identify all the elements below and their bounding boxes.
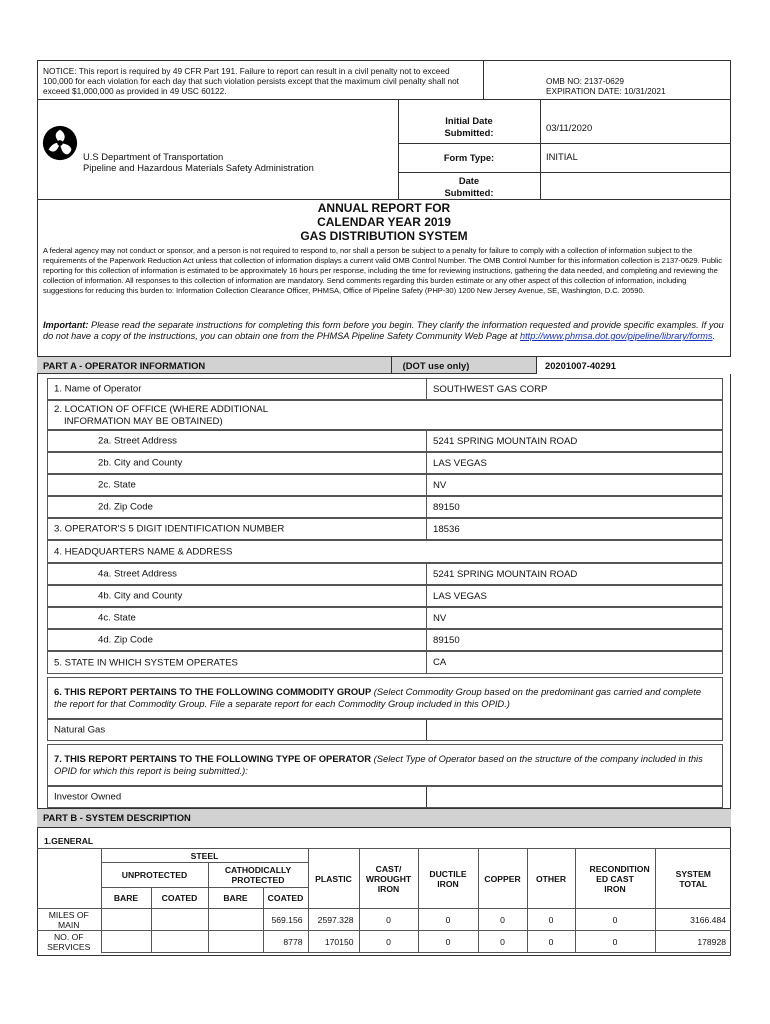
hq-city-value: LAS VEGAS	[426, 586, 487, 606]
reconditioned-header: RECONDITION ED CAST IRON	[575, 849, 655, 909]
miles-cathodic-bare	[208, 909, 263, 931]
part-b-title: PART B - SYSTEM DESCRIPTION	[43, 812, 191, 823]
header-divider	[540, 99, 541, 199]
header-divider	[37, 199, 731, 200]
miles-of-main-label: MILES OF MAIN	[37, 909, 101, 931]
miles-of-main-row	[37, 909, 731, 931]
important-label: Important:	[43, 320, 89, 330]
office-location-label-1: 2. LOCATION OF OFFICE (WHERE ADDITIONAL	[54, 404, 269, 415]
unprotected-coated-header: COATED	[151, 888, 208, 909]
operator-type-text	[54, 753, 716, 776]
operator-type-bold: 7. THIS REPORT PERTAINS TO THE FOLLOWING TYPE OF OPERATOR	[54, 753, 372, 764]
city-county-row	[47, 452, 723, 474]
important-note	[43, 320, 725, 342]
commodity-group-value: Natural Gas	[54, 724, 106, 736]
title-line-3: GAS DISTRIBUTION SYSTEM	[300, 229, 468, 243]
burden-statement: A federal agency may not conduct or sponsor, and a person is not required to respond to, nor shall a person be subject to a penalty for failure to comply with a collection of information subject to the requirements of the Paperwork Reduction Act unless that collection of information displays a current valid OMB Control Number. The OMB Control Number for this information collection is 2137-0629. Public reporting for this collection of information is estimated to be approximately 16 hours per response, including the time for reviewing instructions, gathering the data needed, and completing and reviewing the collection of information. All responses to this collection of information are mandatory. Send comments regarding this burden estimate or any other aspect of this collection of information, including suggestions for reducing this burden to: Information Collection Clearance Officer, PHMSA, Office of Pipeline Safety (PHP-30) 1200 New Jersey Avenue, SE, Washington, D.C. 20590.	[43, 246, 723, 296]
plastic-header: PLASTIC	[308, 849, 359, 909]
notice-text: NOTICE: This report is required by 49 CFR Part 191. Failure to report can result in a civil penalty not to exceed 100,000 for each violation for each day that such violation persists except that the maximum civil penalty shall not exceed $1,000,000 as provided in 49 USC 60122.	[43, 66, 459, 96]
office-location-label	[54, 404, 268, 427]
unprotected-header: UNPROTECTED	[101, 863, 208, 888]
cathodic-bare-header: BARE	[208, 888, 263, 909]
miles-unprotected-bare	[101, 909, 151, 931]
part-a-header	[37, 356, 731, 374]
cathodic-header: CATHODICALLY PROTECTED	[208, 863, 308, 888]
operator-type-divider	[426, 787, 427, 807]
miles-plastic: 2597.328	[308, 909, 359, 931]
state-label: 2c. State	[98, 479, 136, 491]
system-state-label: 5. STATE IN WHICH SYSTEM OPERATES	[54, 657, 238, 668]
services-unprotected-coated	[151, 931, 208, 953]
expiration-date: EXPIRATION DATE: 10/31/2021	[546, 86, 666, 96]
operator-id-value: 18536	[426, 519, 460, 539]
state-row	[47, 474, 723, 496]
services-unprotected-bare	[101, 931, 151, 953]
operator-name-row	[47, 378, 723, 400]
report-title	[37, 201, 731, 243]
forms-link[interactable]: http://www.phmsa.dot.gov/pipeline/library/forms	[520, 331, 713, 342]
important-end: .	[712, 331, 716, 342]
street-address-row	[47, 430, 723, 452]
corner-cell	[37, 849, 101, 909]
important-text: Please read the separate instructions for completing this form before you begin. They clarify the information requested and provide specific examples. If you do not have a copy of the instructions, you can obtain one from the PHMSA Pipeline Safety Community Web Page at	[43, 320, 724, 342]
hq-state-value: NV	[426, 608, 446, 628]
miles-cast-iron: 0	[359, 909, 418, 931]
operator-type-italic: (Select Type of Operator based on the structure of the company included in this OPID for which this report is being submitted.):	[54, 753, 703, 776]
general-label: 1.GENERAL	[44, 836, 94, 846]
services-label: NO. OF SERVICES	[37, 931, 101, 953]
services-row	[37, 931, 731, 953]
system-description-table	[37, 848, 731, 953]
agency-subname: Pipeline and Hazardous Materials Safety Administration	[83, 162, 314, 173]
zip-code-row	[47, 496, 723, 518]
header-divider	[398, 143, 731, 144]
form-type-label: Form Type:	[443, 152, 495, 163]
miles-cathodic-coated: 569.156	[263, 909, 308, 931]
unprotected-bare-header: BARE	[101, 888, 151, 909]
date-submitted-label-2: Submitted:	[444, 187, 494, 198]
commodity-group-italic: (Select Commodity Group based on the predominant gas carried and complete the report for that Commodity Group. File a separate report for each Commodity Group included in this OPID.)	[54, 686, 702, 709]
services-cast-iron: 0	[359, 931, 418, 953]
operator-type-row	[47, 786, 723, 808]
system-state-row	[47, 651, 723, 674]
hq-city-label: 4b. City and County	[98, 590, 183, 602]
part-a-title: PART A - OPERATOR INFORMATION	[43, 360, 206, 371]
zip-code-value: 89150	[426, 497, 460, 517]
report-id: 20201007-40291	[545, 360, 616, 371]
header-divider	[398, 172, 731, 173]
services-plastic: 170150	[308, 931, 359, 953]
commodity-group-question	[47, 677, 723, 719]
cast-iron-header: CAST/ WROUGHT IRON	[359, 849, 418, 909]
form-type-value: INITIAL	[546, 151, 578, 162]
operator-name-value: SOUTHWEST GAS CORP	[426, 379, 547, 399]
services-copper: 0	[478, 931, 527, 953]
operator-name-label: 1. Name of Operator	[54, 383, 142, 395]
hq-state-row	[47, 607, 723, 629]
hq-city-row	[47, 585, 723, 607]
copper-header: COPPER	[478, 849, 527, 909]
operator-id-label: 3. OPERATOR'S 5 DIGIT IDENTIFICATION NUMBER	[54, 523, 285, 535]
system-total-header: SYSTEM TOTAL	[655, 849, 731, 909]
miles-copper: 0	[478, 909, 527, 931]
services-reconditioned: 0	[575, 931, 655, 953]
commodity-divider	[426, 720, 427, 740]
miles-ductile-iron: 0	[418, 909, 478, 931]
initial-date-value: 03/11/2020	[546, 122, 593, 133]
dot-logo-icon	[41, 124, 79, 162]
omb-number: OMB NO: 2137-0629	[546, 76, 624, 86]
miles-total: 3166.484	[655, 909, 731, 931]
street-address-label: 2a. Street Address	[98, 435, 177, 447]
operator-type-value: Investor Owned	[54, 791, 122, 803]
initial-date-label: Initial Date	[445, 115, 493, 126]
miles-other: 0	[527, 909, 575, 931]
miles-reconditioned: 0	[575, 909, 655, 931]
hq-zip-label: 4d. Zip Code	[98, 634, 153, 646]
hq-street-label: 4a. Street Address	[98, 568, 177, 580]
hq-street-value: 5241 SPRING MOUNTAIN ROAD	[426, 564, 577, 584]
zip-code-label: 2d. Zip Code	[98, 501, 153, 513]
agency-name: U.S Department of Transportation	[83, 151, 224, 162]
hq-state-label: 4c. State	[98, 612, 136, 624]
state-value: NV	[426, 475, 446, 495]
city-county-label: 2b. City and County	[98, 457, 183, 469]
system-state-value: CA	[426, 652, 446, 673]
miles-unprotected-coated	[151, 909, 208, 931]
initial-date-label-2: Submitted:	[444, 127, 494, 138]
services-cathodic-bare	[208, 931, 263, 953]
title-line-1: ANNUAL REPORT FOR	[317, 201, 451, 215]
ductile-iron-header: DUCTILE IRON	[418, 849, 478, 909]
operator-id-row	[47, 518, 723, 540]
headquarters-row	[47, 540, 723, 563]
header-divider	[37, 99, 731, 100]
part-b-header	[37, 808, 731, 828]
date-submitted-label: Date	[458, 175, 480, 186]
steel-header: STEEL	[101, 849, 308, 863]
city-county-value: LAS VEGAS	[426, 453, 487, 473]
services-ductile-iron: 0	[418, 931, 478, 953]
operator-type-question	[47, 744, 723, 786]
hq-zip-value: 89150	[426, 630, 460, 650]
services-cathodic-coated: 8778	[263, 931, 308, 953]
commodity-group-text	[54, 686, 716, 709]
hq-zip-row	[47, 629, 723, 651]
commodity-group-bold: 6. THIS REPORT PERTAINS TO THE FOLLOWING COMMODITY GROUP	[54, 686, 372, 697]
street-address-value: 5241 SPRING MOUNTAIN ROAD	[426, 431, 577, 451]
title-line-2: CALENDAR YEAR 2019	[317, 215, 451, 229]
commodity-group-row	[47, 719, 723, 741]
hq-street-row	[47, 563, 723, 585]
cathodic-coated-header: COATED	[263, 888, 308, 909]
office-location-row	[47, 400, 723, 430]
services-total: 178928	[655, 931, 731, 953]
dot-use-only: (DOT use only)	[402, 360, 470, 371]
services-other: 0	[527, 931, 575, 953]
other-header: OTHER	[527, 849, 575, 909]
office-location-label-2: INFORMATION MAY BE OBTAINED)	[64, 415, 223, 427]
part-a-divider	[391, 357, 392, 374]
headquarters-label: 4. HEADQUARTERS NAME & ADDRESS	[54, 546, 233, 557]
header-divider	[483, 60, 484, 99]
